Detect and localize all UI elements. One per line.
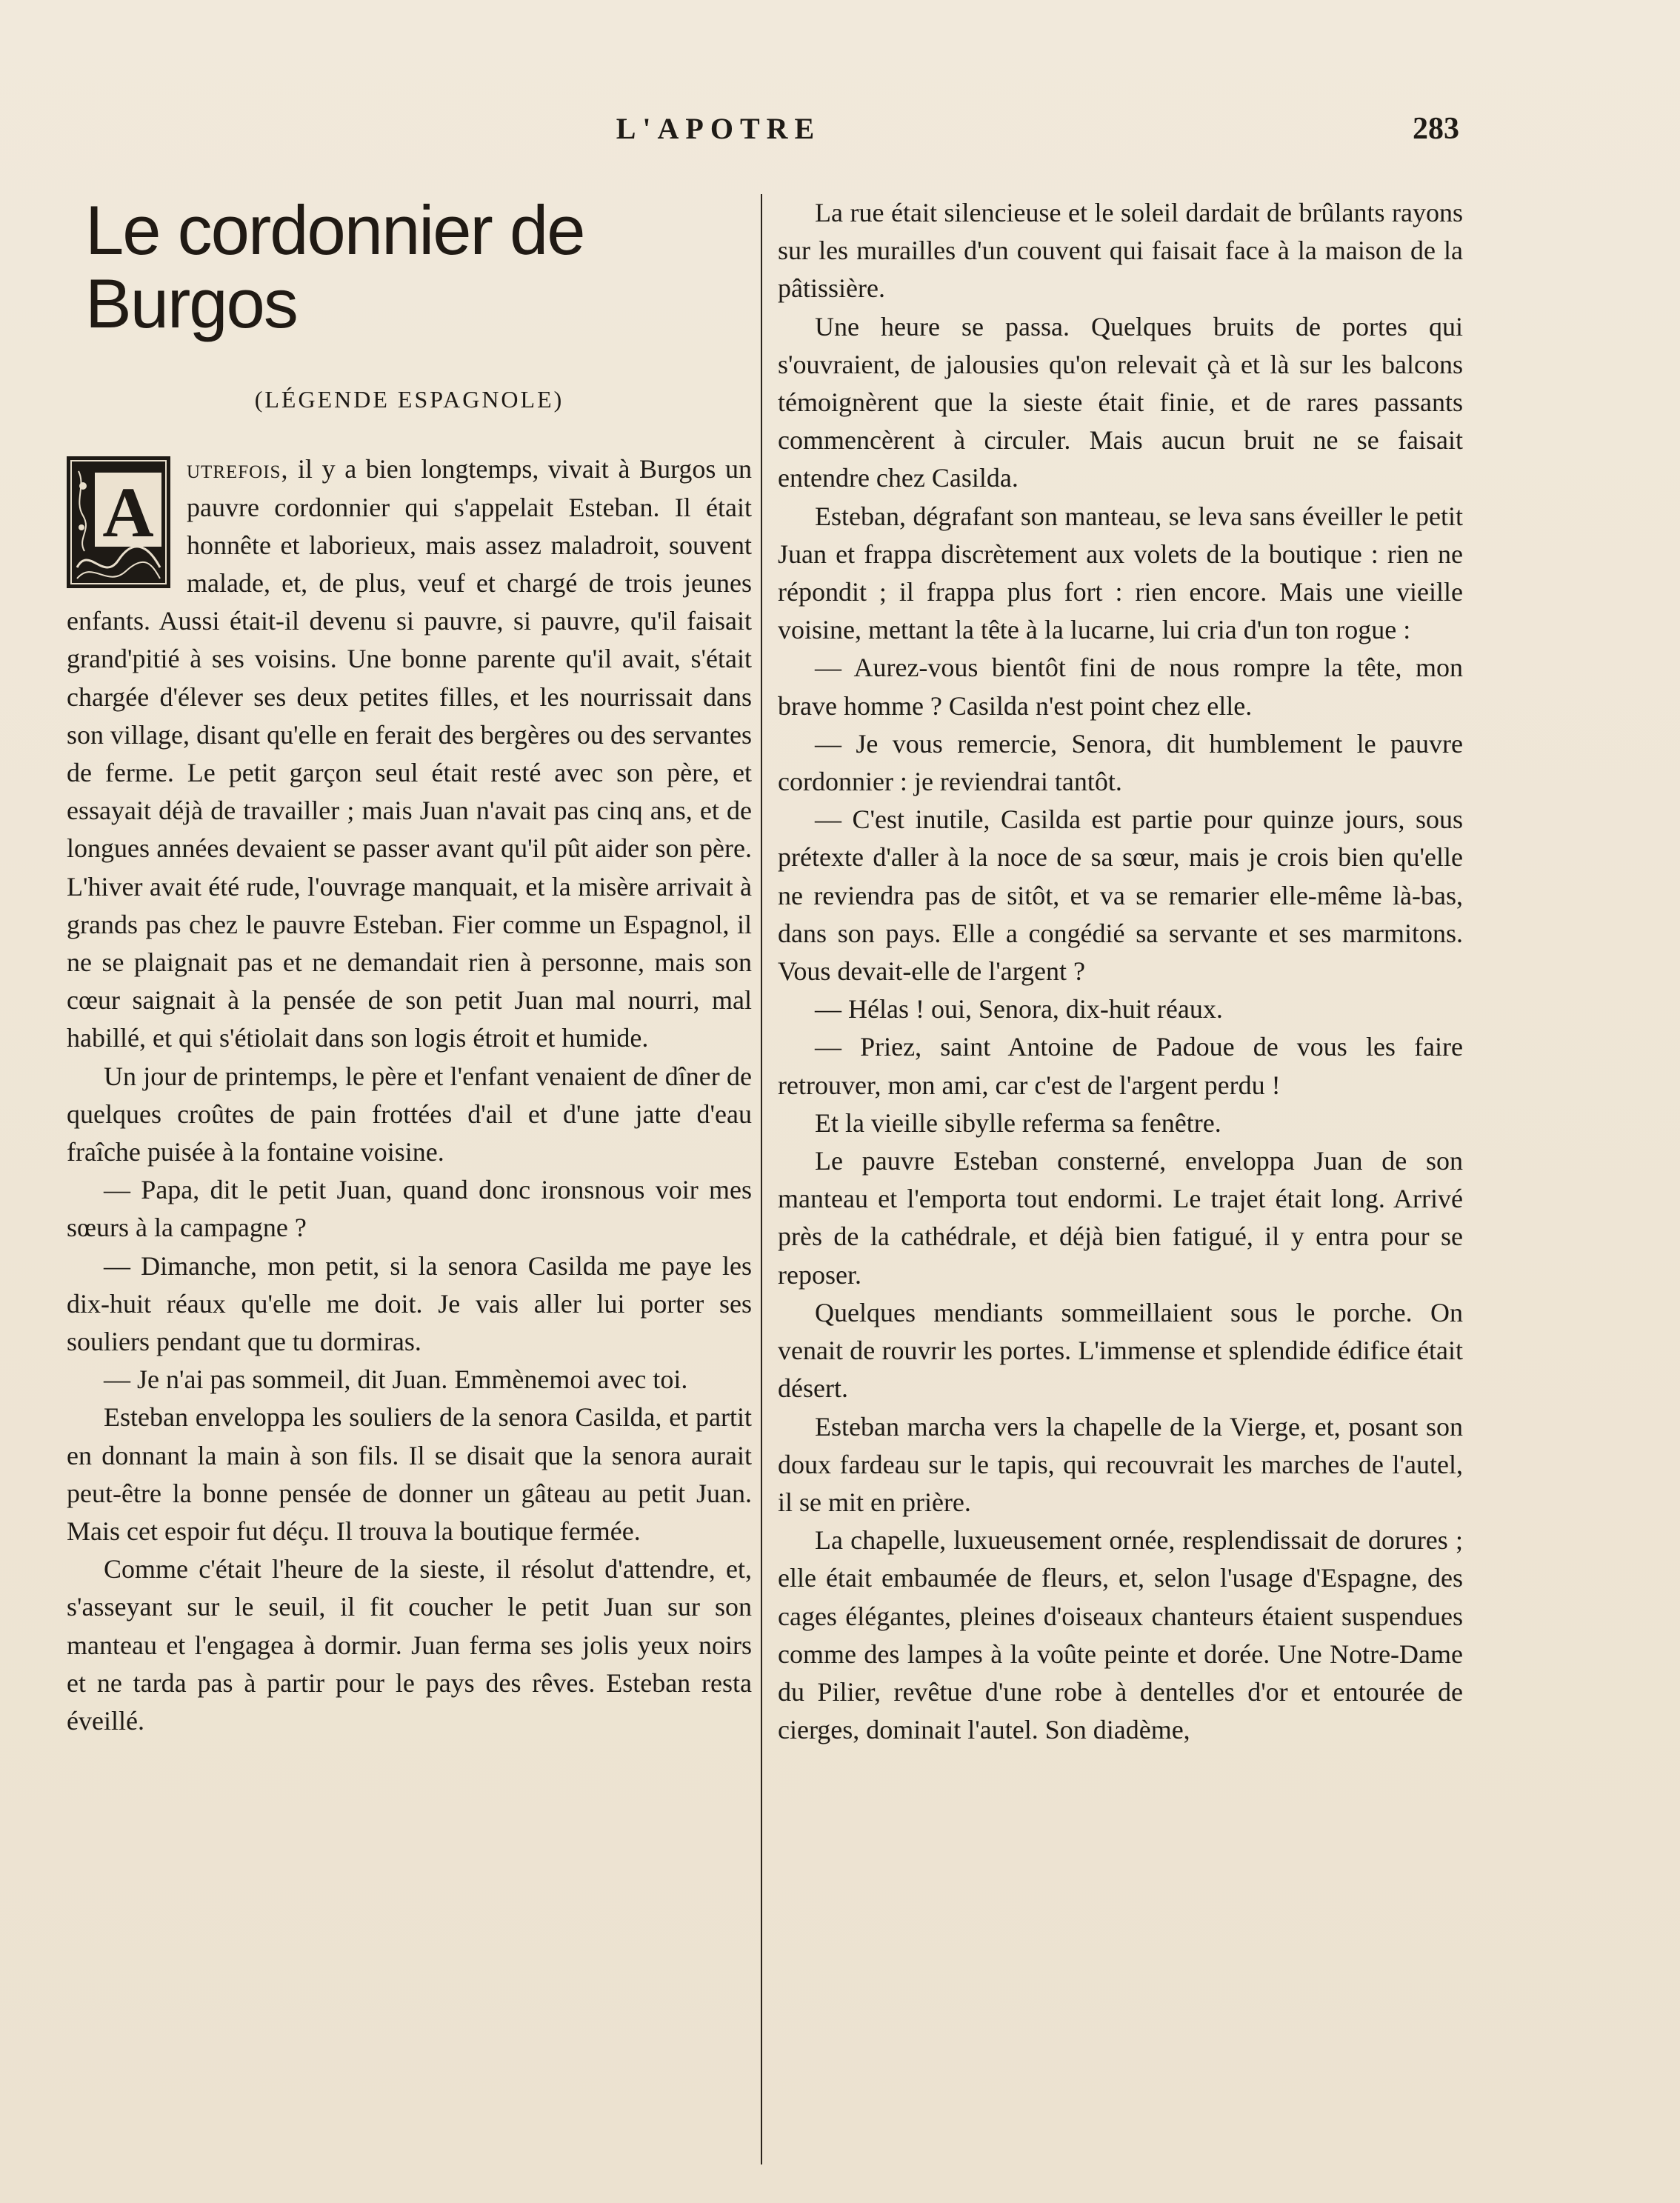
first-paragraph-text: il y a bien longtemps, vivait à Burgos un pauvre cordonnier qui s'appelait Esteban. Il était honnête et laborieux, mais assez maladroit, souvent malade, et, de plus, veuf et chargé de trois jeunes enfants. Aussi était-il devenu si pauvre, si pauvre, qu'il faisait grand'pitié à ses voisins. Une bonne parente qu'il avait, s'était chargée d'élever ses deux petites filles, et les nourrissait dans son village, disant qu'elle en ferait des bergères ou des servantes de ferme. Le petit garçon seul était resté avec son père, et essayait déjà de travailler ; mais Juan n'avait pas cinq ans, et de longues années devaient se passer avant qu'il pût aider son père. L'hiver avait été rude, l'ouvrage manquait, et la misère arrivait à grands pas chez le pauvre Esteban. Fier comme un Espagnol, il ne se plaignait pas et ne demandait rien à personne, mais son cœur saignait à la pensée de son petit Juan mal nourri, mal habillé, et qui s'étiolait dans son logis étroit et humide. [67,454,752,1053]
paragraph: Esteban, dégrafant son manteau, se leva sans éveiller le petit Juan et frappa discrètement aux volets de la boutique : rien ne répondit ; il frappa plus fort : rien encore. Mais une vieille voisine, mettant la tête à la lucarne, lui cria d'un ton rogue : [778,501,1463,645]
paragraph: Une heure se passa. Quelques bruits de portes qui s'ouvraient, de jalousies qu'on relevait çà et là sur les balcons témoignèrent que la sieste était finie, et de rares passants commencèrent à circuler. Mais aucun bruit ne se faisait entendre chez Casilda. [778,311,1463,493]
paragraph: Quelques mendiants sommeillaient sous le porche. On venait de rouvrir les portes. L'immense et splendide édifice était désert. [778,1297,1463,1404]
paragraph: Un jour de printemps, le père et l'enfant venaient de dîner de quelques croûtes de pain frottées d'ail et d'une jatte d'eau fraîche puisée à la fontaine voisine. [67,1061,752,1167]
paragraph: — Priez, saint Antoine de Padoue de vous les faire retrouver, mon ami, car c'est de l'argent perdu ! [778,1032,1463,1100]
dropcap-letter: A [102,473,154,553]
paragraph: — C'est inutile, Casilda est partie pour quinze jours, sous prétexte d'aller à la noce de sa sœur, mais je crois bien qu'elle ne reviendra pas de sitôt, et va se remarier elle-même là-bas, dans son pays. Elle a congédié sa servante et ses marmitons. Vous devait-elle de l'argent ? [778,804,1463,987]
paragraph: Et la vieille sibylle referma sa fenêtre. [815,1107,1221,1138]
paragraph: La rue était silencieuse et le soleil dardait de brûlants rayons sur les murailles d'un couvent qui faisait face à la maison de la pâtissière. [778,198,1463,304]
paragraph: La chapelle, luxueusement ornée, resplendissait de dorures ; elle était embaumée de fleurs, et, selon l'usage d'Espagne, des cages élégantes, pleines d'oiseaux chanteurs étaient suspendues comme des lampes à la voûte peinte et dorée. Une Notre-Dame du Pilier, revêtue d'une robe à dentelles d'or et entourée de cierges, dominait l'autel. Son diadème, [778,1525,1463,1745]
article-subtitle: (LÉGENDE ESPAGNOLE) [254,386,564,413]
paragraph: — Dimanche, mon petit, si la senora Casilda me paye les dix-huit réaux qu'elle me doit. Je vais aller lui porter ses souliers pendant que tu dormiras. [67,1250,752,1357]
running-head [0,111,1680,156]
paragraph: — Je n'ai pas sommeil, dit Juan. Emmènemoi avec toi. [104,1364,688,1395]
paragraph: — Hélas ! oui, Senora, dix-huit réaux. [815,994,1223,1024]
right-column [778,194,1463,1749]
page-number: 283 [1413,112,1459,146]
first-word-rest: utrefois, [187,454,289,484]
paragraph: — Aurez-vous bientôt fini de nous rompre la tête, mon brave homme ? Casilda n'est point chez elle. [778,653,1463,721]
running-title: L'APOTRE [616,112,821,145]
column-divider [761,194,762,2164]
left-column [67,191,752,1740]
paragraph: — Je vous remercie, Senora, dit humblement le pauvre cordonnier : je reviendrai tantôt. [778,728,1463,797]
paragraph: Le pauvre Esteban consterné, enveloppa Juan de son manteau et l'emporta tout endormi. Le trajet était long. Arrivé près de la cathédrale, et déjà bien fatigué, il y entra pour se reposer. [778,1146,1463,1290]
ornamental-initial-A-icon [67,456,170,588]
paragraph: Esteban marcha vers la chapelle de la Vierge, et, posant son doux fardeau sur le tapis, qui recouvrait les marches de l'autel, il se mit en prière. [778,1411,1463,1517]
first-paragraph [67,450,752,1057]
article-title: Le cordonnier de Burgos [85,191,584,342]
paragraph: Esteban enveloppa les souliers de la senora Casilda, et partit en donnant la main à son fils. Il se disait que la senora aurait peut-être la bonne pensée de donner un gâteau au petit Juan. Mais cet espoir fut déçu. Il trouva la boutique fermée. [67,1402,752,1547]
paragraph: Comme c'était l'heure de la sieste, il résolut d'attendre, et, s'asseyant sur le seuil, il fit coucher le petit Juan sur son manteau et l'engagea à dormir. Juan ferma ses jolis yeux noirs et ne tarda pas à partir pour le pays des rêves. Esteban resta éveillé. [67,1554,752,1736]
paragraph: — Papa, dit le petit Juan, quand donc ironsnous voir mes sœurs à la campagne ? [67,1175,752,1243]
